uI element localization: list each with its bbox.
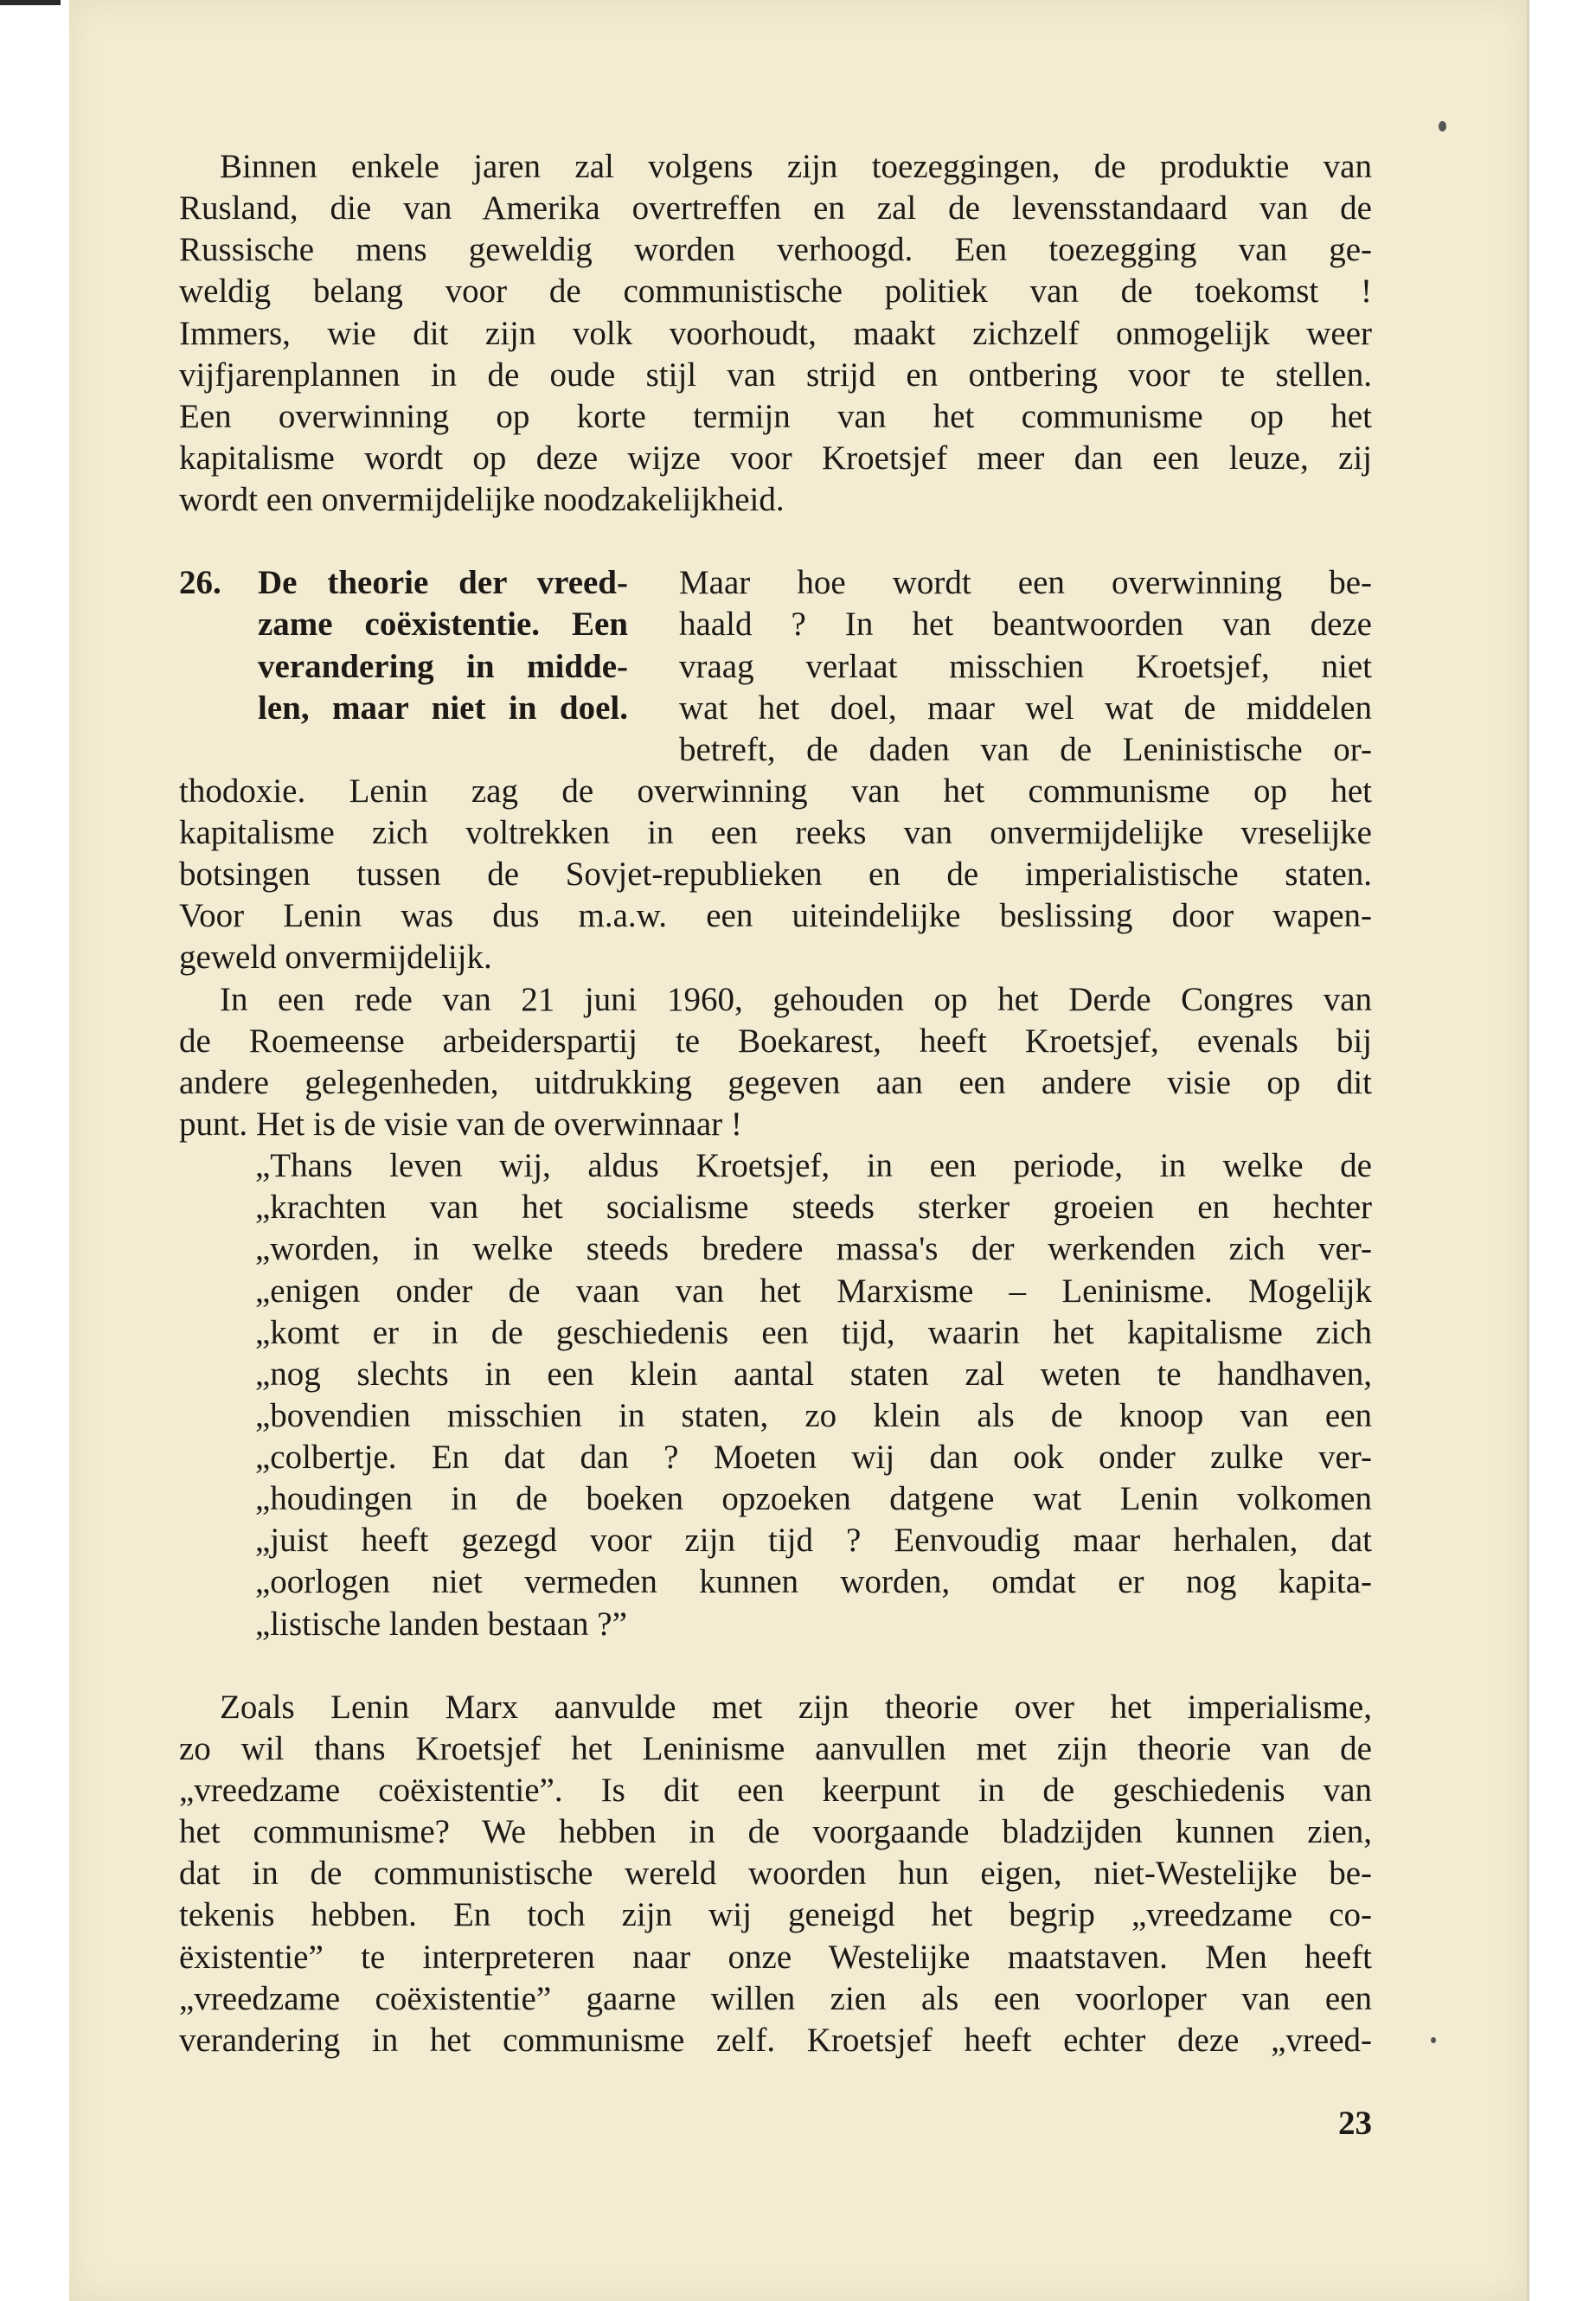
paragraph-2-line: wat het doel, maar wel wat de middelen xyxy=(679,689,1372,727)
paragraph-1-line: Immers, wie dit zijn volk voorhoudt, maakt zichzelf onmogelijk weer xyxy=(179,314,1372,352)
paragraph-1-line: Binnen enkele jaren zal volgens zijn toezeggingen, de produktie van xyxy=(220,148,1372,185)
quote-line: „listische landen bestaan ?” xyxy=(255,1605,627,1643)
quote-line: „enigen onder de vaan van het Marxisme – Leninisme. Mogelijk xyxy=(255,1272,1372,1310)
quote-line: „houdingen in de boeken opzoeken datgene wat Lenin volkomen xyxy=(255,1480,1372,1518)
quote-line: „Thans leven wij, aldus Kroetsjef, in een periode, in welke de xyxy=(255,1147,1372,1185)
paragraph-1-line: Rusland, die van Amerika overtreffen en zal de levensstandaard van de xyxy=(179,189,1372,228)
paragraph-1-line: wordt een onvermijdelijke noodzakelijkheid. xyxy=(179,481,785,519)
section-heading-line: De theorie der vreed- xyxy=(258,564,628,602)
quote-line: „nog slechts in een klein aantal staten zal weten te handhaven, xyxy=(255,1355,1372,1393)
ink-speck xyxy=(1439,121,1446,131)
section-heading-line: len, maar niet in doel. xyxy=(258,689,628,727)
quote-line: „krachten van het socialisme steeds sterker groeien en hechter xyxy=(255,1189,1372,1227)
section-number: 26. xyxy=(179,564,221,602)
section-heading-line: verandering in midde- xyxy=(258,647,628,685)
paragraph-1-line: Russische mens geweldig worden verhoogd. Een toezegging van ge- xyxy=(179,231,1372,269)
quote-line: „bovendien misschien in staten, zo klein als de knoop van een xyxy=(255,1396,1372,1434)
quote-line: „komt er in de geschiedenis een tijd, waarin het kapitalisme zich xyxy=(255,1313,1372,1351)
paragraph-2-line: betreft, de daden van de Leninistische or- xyxy=(679,730,1372,768)
paragraph-2-line: Voor Lenin was dus m.a.w. een uiteindelijke beslissing door wapen- xyxy=(179,897,1372,935)
paragraph-3-line: In een rede van 21 juni 1960, gehouden op het Derde Congres van xyxy=(220,980,1372,1018)
paragraph-3-line: andere gelegenheden, uitdrukking gegeven aan een andere visie op dit xyxy=(179,1063,1372,1101)
ink-speck xyxy=(1431,2037,1436,2043)
paragraph-2-line: kapitalisme zich voltrekken in een reeks van onvermijdelijke vreselijke xyxy=(179,814,1372,852)
paragraph-2-line: botsingen tussen de Sovjet-republieken en de imperialistische staten. xyxy=(179,856,1372,894)
paragraph-4-line: verandering in het communisme zelf. Kroetsjef heeft echter deze „vreed- xyxy=(179,2021,1372,2059)
paragraph-1-line: Een overwinning op korte termijn van het communisme op het xyxy=(179,397,1372,435)
paragraph-2-line: thodoxie. Lenin zag de overwinning van het communisme op het xyxy=(179,772,1372,810)
quote-line: „colbertje. En dat dan ? Moeten wij dan ook onder zulke ver- xyxy=(255,1439,1372,1477)
paragraph-1-line: weldig belang voor de communistische politiek van de toekomst ! xyxy=(179,272,1372,311)
quote-line: „juist heeft gezegd voor zijn tijd ? Eenvoudig maar herhalen, dat xyxy=(255,1522,1372,1560)
paragraph-4-line: „vreedzame coëxistentie” gaarne willen zien als een voorloper van een xyxy=(179,1979,1372,2017)
paragraph-4-line: Zoals Lenin Marx aanvulde met zijn theorie over het imperialisme, xyxy=(220,1688,1372,1726)
paragraph-4-line: ëxistentie” te interpreteren naar onze Westelijke maatstaven. Men heeft xyxy=(179,1938,1372,1976)
scan-corner-mark xyxy=(0,0,61,5)
paragraph-4-line: tekenis hebben. En toch zijn wij geneigd het begrip „vreedzame co- xyxy=(179,1896,1372,1934)
quote-line: „oorlogen niet vermeden kunnen worden, omdat er nog kapita- xyxy=(255,1563,1372,1601)
page-edge xyxy=(1527,0,1529,2301)
paragraph-1-line: kapitalisme wordt op deze wijze voor Kroetsjef meer dan een leuze, zij xyxy=(179,439,1372,477)
paragraph-3-line: de Roemeense arbeiderspartij te Boekarest, heeft Kroetsjef, evenals bij xyxy=(179,1022,1372,1060)
paragraph-1-line: vijfjarenplannen in de oude stijl van strijd en ontbering voor te stellen. xyxy=(179,356,1372,394)
paragraph-4-line: „vreedzame coëxistentie”. Is dit een keerpunt in de geschiedenis van xyxy=(179,1772,1372,1810)
paragraph-4-line: het communisme? We hebben in de voorgaande bladzijden kunnen zien, xyxy=(179,1813,1372,1851)
page-number: 23 xyxy=(1338,2105,1372,2143)
paragraph-4-line: dat in de communistische wereld woorden hun eigen, niet-Westelijke be- xyxy=(179,1855,1372,1893)
quote-line: „worden, in welke steeds bredere massa's der werkenden zich ver- xyxy=(255,1230,1372,1268)
paragraph-4-line: zo wil thans Kroetsjef het Leninisme aanvullen met zijn theorie van de xyxy=(179,1729,1372,1767)
paragraph-2-line: vraag verlaat misschien Kroetsjef, niet xyxy=(679,647,1372,685)
section-heading-line: zame coëxistentie. Een xyxy=(258,606,628,644)
paragraph-2-line: haald ? In het beantwoorden van deze xyxy=(679,606,1372,644)
paragraph-3-line: punt. Het is de visie van de overwinnaar ! xyxy=(179,1105,742,1143)
paragraph-2-line: geweld onvermijdelijk. xyxy=(179,939,492,977)
paragraph-2-line: Maar hoe wordt een overwinning be- xyxy=(679,564,1372,602)
